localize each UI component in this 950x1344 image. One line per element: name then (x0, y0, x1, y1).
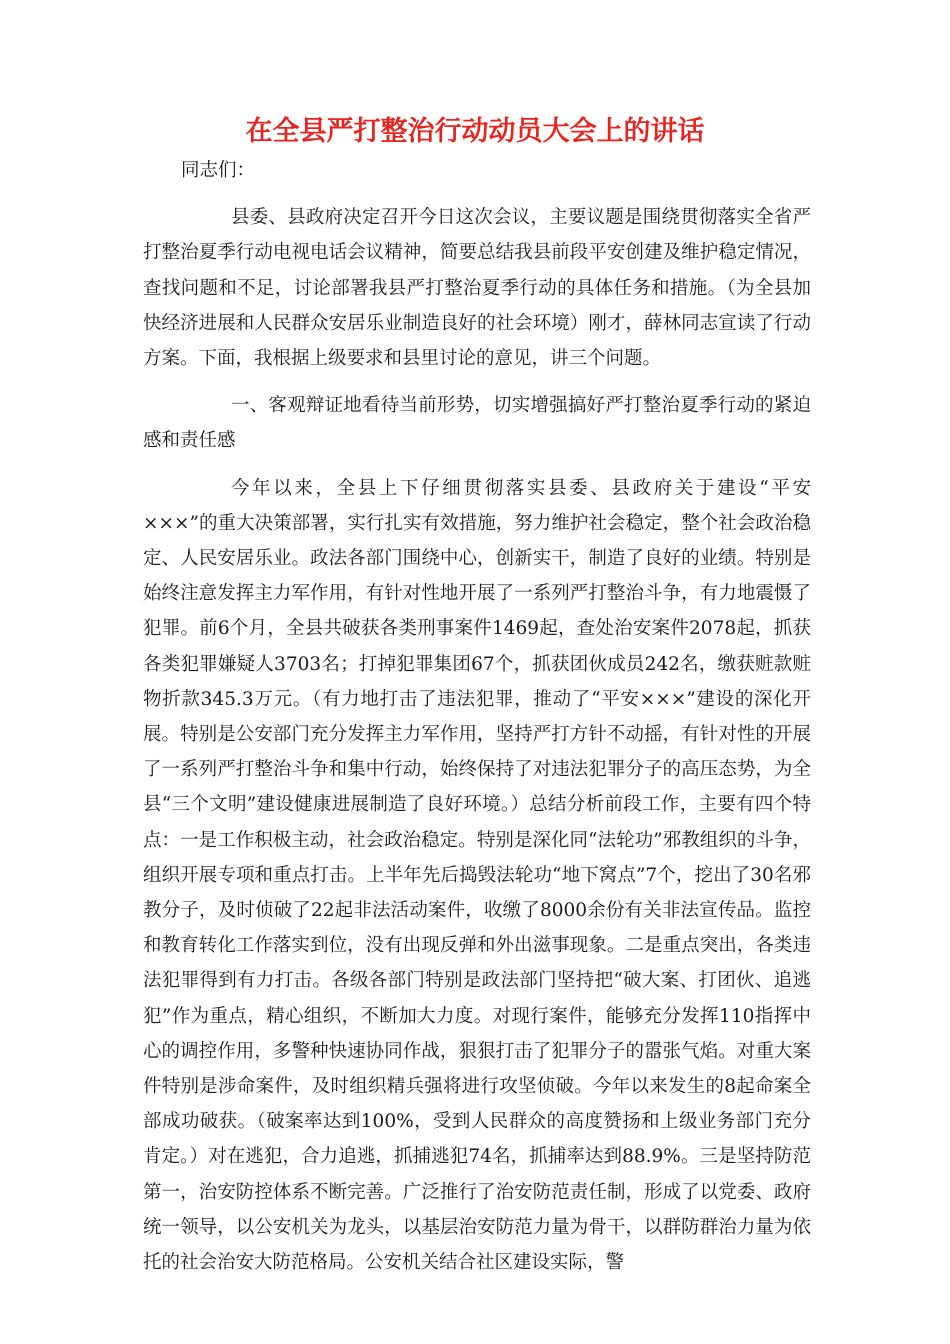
paragraph-intro: 县委、县政府决定召开今日这次会议，主要议题是围绕贯彻落实全省严打整治夏季行动电视电话会议精神，简要总结我县前段平安创建及维护稳定情况，查找问题和不足，讨论部署我县严打整治夏季行动的具体任务和措施。（为全县加快经济进展和人民群众安居乐业制造良好的社会环境）刚才，薛林同志宣读了行动方案。下面，我根据上级要求和县里讨论的意见，讲三个问题。 (143, 207, 811, 370)
document-body (143, 153, 811, 1280)
section-heading-1: 一、客观辩证地看待当前形势，切实增强搞好严打整治夏季行动的紧迫感和责任感 (143, 395, 811, 452)
paragraph-situation: 今年以来，全县上下仔细贯彻落实县委、县政府关于建设“平安×××”的重大决策部署，实行扎实有效措施，努力维护社会稳定，整个社会政治稳定、人民安居乐业。政法各部门围绕中心，创新实干，制造了良好的业绩。特别是始终注意发挥主力军作用，有针对性地开展了一系列严打整治斗争，有力地震慑了犯罪。前6个月，全县共破获各类刑事案件1469起，查处治安案件2078起，抓获各类犯罪嫌疑人3703名；打掉犯罪集团67个，抓获团伙成员242名，缴获赃款赃物折款345.3万元。（有力地打击了违法犯罪，推动了“平安×××”建设的深化开展。特别是公安部门充分发挥主力军作用，坚持严打方针不动摇，有针对性的开展了一系列严打整治斗争和集中行动，始终保持了对违法犯罪分子的高压态势，为全县“三个文明”建设健康进展制造了良好环境。）总结分析前段工作，主要有四个特点：一是工作积极主动，社会政治稳定。特别是深化同“法轮功”邪教组织的斗争，组织开展专项和重点打击。上半年先后捣毁法轮功“地下窝点”7个，挖出了30名邪教分子，及时侦破了22起非法活动案件，收缴了8000余份有关非法宣传品。监控和教育转化工作落实到位，没有出现反弹和外出滋事现象。二是重点突出，各类违法犯罪得到有力打击。各级各部门特别是政法部门坚持把“破大案、打团伙、追逃犯”作为重点，精心组织，不断加大力度。对现行案件，能够充分发挥110指挥中心的调控作用，多警种快速协同作战，狠狠打击了犯罪分子的嚣张气焰。对重大案件特别是涉命案件，及时组织精兵强将进行攻坚侦破。今年以来发生的8起命案全部成功破获。（破案率达到100%，受到人民群众的高度赞扬和上级业务部门充分肯定。）对在逃犯，合力追逃，抓捕逃犯74名，抓捕率达到88.9%。三是坚持防范第一，治安防控体系不断完善。广泛推行了治安防范责任制，形成了以党委、政府统一领导，以公安机关为龙头，以基层治安防范力量为骨干，以群防群治力量为依托的社会治安大防范格局。公安机关结合社区建设实际，警 (143, 477, 811, 1274)
salutation: 同志们： (181, 160, 256, 181)
document-title: 在全县严打整治行动动员大会上的讲话 (245, 116, 705, 147)
